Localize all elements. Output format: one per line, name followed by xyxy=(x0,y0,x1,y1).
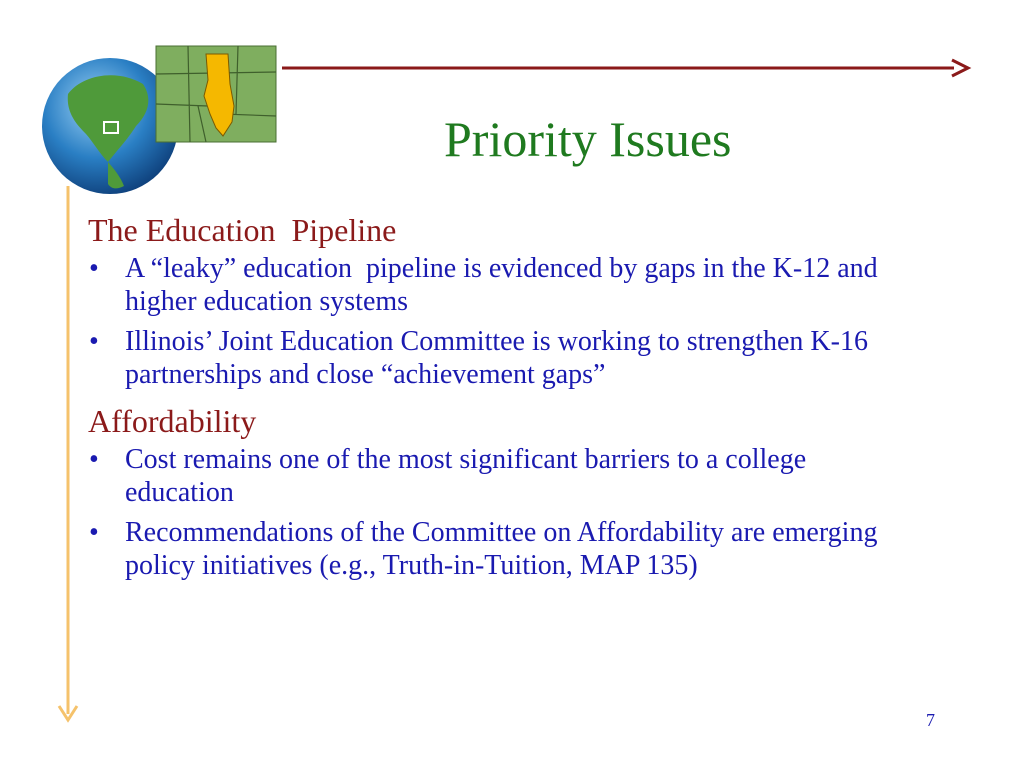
illinois-map-icon xyxy=(156,46,276,142)
section-heading: The Education Pipeline xyxy=(88,212,397,248)
side-divider-arrow xyxy=(56,186,80,724)
bullet-item: • Recommendations of the Committee on Affordability are emerging policy initiatives (e.g., Truth-in-Tuition, MAP 135) xyxy=(88,516,918,582)
top-divider-arrow xyxy=(282,58,972,78)
bullet-item: • Illinois’ Joint Education Committee is working to strengthen K-16 partnerships and close “achievement gaps” xyxy=(88,325,918,391)
section-affordability xyxy=(88,401,918,582)
globe-map-graphic xyxy=(38,44,288,194)
slide-title: Priority Issues xyxy=(444,111,732,167)
bullet-list xyxy=(88,443,918,582)
section-heading: Affordability xyxy=(88,403,257,439)
page-number: 7 xyxy=(926,710,935,730)
bullet-item: • A “leaky” education pipeline is evidenced by gaps in the K-12 and higher education systems xyxy=(88,252,918,318)
slide-content xyxy=(88,210,918,589)
bullet-list xyxy=(88,252,918,391)
bullet-item: • Cost remains one of the most significant barriers to a college education xyxy=(88,443,918,509)
section-education-pipeline xyxy=(88,210,918,391)
